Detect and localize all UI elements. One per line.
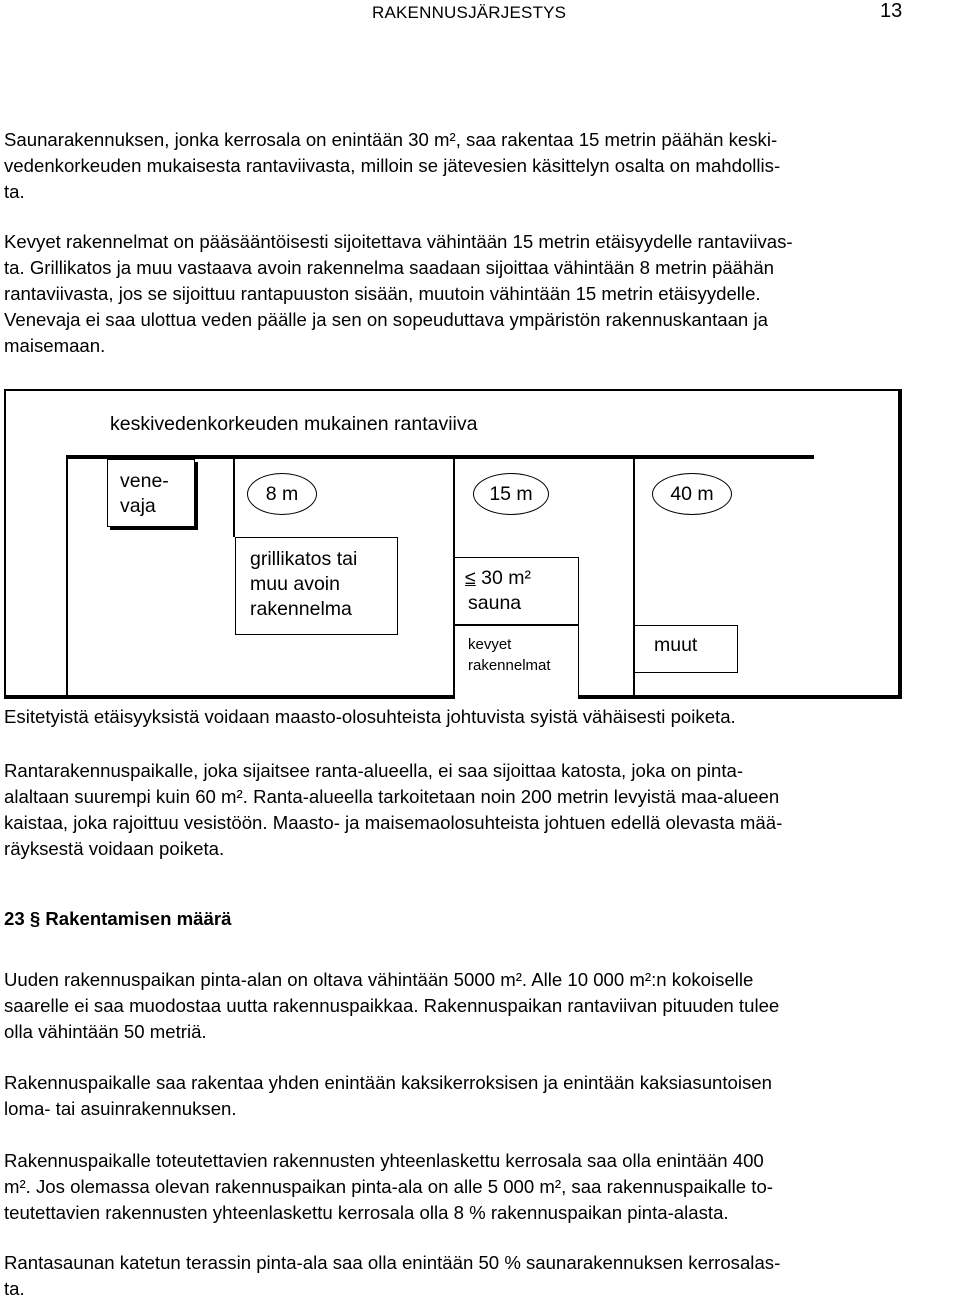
section-number: 23 xyxy=(4,908,25,929)
section-heading xyxy=(4,908,231,930)
paragraph-plot-size xyxy=(4,967,956,1045)
paragraph-line: ta. xyxy=(4,181,25,202)
paragraph-line: olla vähintään 50 metriä. xyxy=(4,1021,207,1042)
page-number: 13 xyxy=(880,0,903,22)
paragraph-line: Rantasaunan katetun terassin pinta-ala saa olla enintään 50 % saunarakennuksen kerrosalas- xyxy=(4,1252,781,1273)
paragraph-line: saarelle ei saa muodostaa uutta rakennuspaikkaa. Rakennuspaikan rantaviivan pituuden tulee xyxy=(4,995,780,1016)
section-symbol: § xyxy=(29,908,41,929)
paragraph-light-structures xyxy=(4,229,956,359)
boathouse-label-line1: vene- xyxy=(120,470,169,492)
paragraph-sauna-terrace xyxy=(4,1250,956,1302)
distance-marker-8m xyxy=(233,459,235,537)
paragraph-building-count xyxy=(4,1070,956,1122)
paragraph-line: teutettavien rakennusten yhteenlaskettu kerrosala olla 8 % rakennuspaikan pinta-alasta. xyxy=(4,1202,729,1223)
other-structures-label: muut xyxy=(654,634,698,656)
grill-label-line2: muu avoin xyxy=(250,573,340,595)
paragraph-line: ta. Grillikatos ja muu vastaava avoin rakennelma saadaan sijoittaa vähintään 8 metrin päähän xyxy=(4,257,775,278)
distance-15m-oval: 15 m xyxy=(473,473,549,515)
grill-label-line1: grillikatos tai xyxy=(250,548,358,570)
sauna-area-value: 30 m² xyxy=(481,567,531,589)
paragraph-line: Saunarakennuksen, jonka kerrosala on enintään 30 m², saa rakentaa 15 metrin päähän keski- xyxy=(4,129,778,150)
shoreline-label: keskivedenkorkeuden mukainen rantaviiva xyxy=(110,413,478,435)
paragraph-line: vedenkorkeuden mukaisesta rantaviivasta, milloin se jätevesien käsittelyn osalta on mahdollis- xyxy=(4,155,781,176)
distance-8m-oval: 8 m xyxy=(247,473,317,515)
paragraph-line: Rakennuspaikalle toteutettavien rakennusten yhteenlaskettu kerrosala saa olla enintään 400 xyxy=(4,1150,764,1171)
paragraph-line: rantaviivasta, jos se sijoittuu rantapuuston sisään, muutoin vähintään 15 metrin etäisyydelle. xyxy=(4,283,761,304)
frame-inner-line xyxy=(66,455,68,699)
paragraph-deviation-note xyxy=(4,704,956,730)
boathouse-label-line2: vaja xyxy=(120,495,156,517)
paragraph-line: Rantarakennuspaikalle, joka sijaitsee ranta-alueella, ei saa sijoittaa katosta, joka on pinta- xyxy=(4,760,744,781)
paragraph-line: Uuden rakennuspaikan pinta-alan on oltava vähintään 5000 m². Alle 10 000 m²:n kokoiselle xyxy=(4,969,754,990)
light-structures-line2: rakennelmat xyxy=(468,657,551,674)
light-structures-line1: kevyet xyxy=(468,636,512,653)
paragraph-line: m². Jos olemassa olevan rakennuspaikan pinta-ala on alle 5 000 m², saa rakennuspaikalle to- xyxy=(4,1176,773,1197)
less-or-equal-icon: ≤ xyxy=(465,567,476,589)
paragraph-line: Esitetyistä etäisyyksistä voidaan maasto-olosuhteista johtuvista syistä vähäisesti poiketa. xyxy=(4,706,736,727)
section-title: Rakentamisen määrä xyxy=(45,908,232,929)
grill-label-line3: rakennelma xyxy=(250,598,352,620)
paragraph-sauna-distance xyxy=(4,127,956,205)
paragraph-shore-canopy xyxy=(4,758,956,862)
distance-40m-oval: 40 m xyxy=(652,473,732,515)
paragraph-line: Rakennuspaikalle saa rakentaa yhden enintään kaksikerroksisen ja enintään kaksiasuntoisen xyxy=(4,1072,772,1093)
paragraph-line: kaistaa, joka rajoittuu vesistöön. Maasto- ja maisemaolosuhteista johtuen edellä olevasta mää- xyxy=(4,812,783,833)
paragraph-line: ta. xyxy=(4,1278,25,1299)
paragraph-line: Venevaja ei saa ulottua veden päälle ja sen on sopeuduttava ympäristön rakennuskantaan ja xyxy=(4,309,768,330)
sauna-label-line1 xyxy=(465,566,531,591)
paragraph-line: räyksestä voidaan poiketa. xyxy=(4,838,225,859)
document-header-title: RAKENNUSJÄRJESTYS xyxy=(372,3,567,22)
paragraph-line: maisemaan. xyxy=(4,335,106,356)
paragraph-line: alaltaan suurempi kuin 60 m². Ranta-alueella tarkoitetaan noin 200 metrin levyistä maa-alueen xyxy=(4,786,780,807)
paragraph-line: loma- tai asuinrakennuksen. xyxy=(4,1098,237,1119)
sauna-label-line2: sauna xyxy=(468,592,522,614)
paragraph-floor-area xyxy=(4,1148,956,1226)
paragraph-line: Kevyet rakennelmat on pääsääntöisesti sijoitettava vähintään 15 metrin etäisyydelle rantaviivas- xyxy=(4,231,793,252)
